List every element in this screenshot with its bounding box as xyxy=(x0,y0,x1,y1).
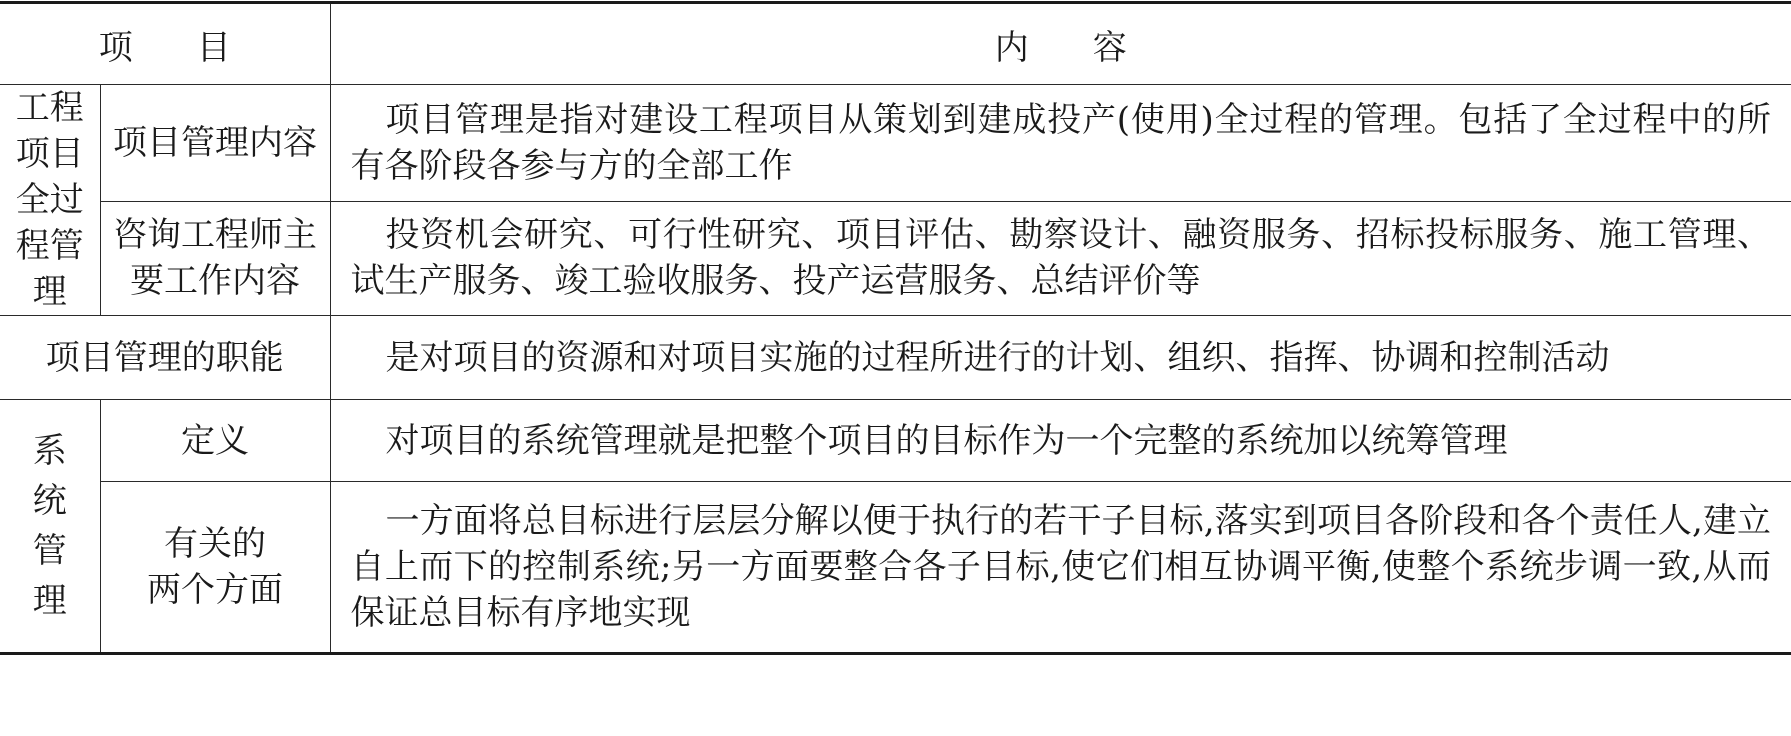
lifecycle-row-2-content-cell xyxy=(330,201,1791,316)
system-row-2-label xyxy=(101,521,330,613)
system-row-1-label-cell xyxy=(100,400,330,482)
system-row-2-content: 一方面将总目标进行层层分解以便于执行的若干子目标,落实到项目各阶段和各个责任人,建立自上而下的控制系统;另一方面要整合各子目标,使它们相互协调平衡,使整个系统步调一致,从而保证总目标有序地实现 xyxy=(350,501,1771,633)
lifecycle-row-1 xyxy=(0,85,1791,202)
lifecycle-category-cell xyxy=(0,85,100,316)
system-row-2-label-line-2: 两个方面 xyxy=(147,570,283,610)
system-row-2-label-cell xyxy=(100,482,330,654)
system-category-label: 系统管理 xyxy=(32,431,67,621)
header-item-cell xyxy=(0,3,330,85)
function-label-cell xyxy=(0,316,330,400)
system-row-1-content-cell xyxy=(330,400,1791,482)
lifecycle-row-1-content-cell xyxy=(330,85,1791,202)
header-item-label xyxy=(99,20,231,69)
system-category-cell xyxy=(0,400,100,654)
system-row-2 xyxy=(0,482,1791,654)
project-management-table xyxy=(0,1,1791,655)
system-row-1 xyxy=(0,400,1791,482)
lifecycle-row-1-label: 项目管理内容 xyxy=(113,122,317,163)
function-row xyxy=(0,316,1791,400)
function-label: 项目管理的职能 xyxy=(45,337,284,378)
lifecycle-row-2-label: 咨询工程师主要工作内容 xyxy=(113,215,317,302)
lifecycle-row-1-content: 项目管理是指对建设工程项目从策划到建成投产(使用)全过程的管理。包括了全过程中的所有各阶段各参与方的全部工作 xyxy=(350,99,1771,186)
header-row xyxy=(0,3,1791,85)
lifecycle-row-2-content: 投资机会研究、可行性研究、项目评估、勘察设计、融资服务、招标投标服务、施工管理、试生产服务、竣工验收服务、投产运营服务、总结评价等 xyxy=(350,215,1771,302)
header-content-char-1: 内 xyxy=(994,27,1029,68)
lifecycle-row-2 xyxy=(0,201,1791,316)
system-row-1-label: 定义 xyxy=(181,420,249,461)
system-row-2-content-cell xyxy=(330,482,1791,654)
header-item-char-2: 目 xyxy=(196,27,231,68)
header-content-label xyxy=(995,20,1127,69)
header-content-char-2: 容 xyxy=(1092,27,1127,68)
system-row-1-content: 对项目的系统管理就是把整个项目的目标作为一个完整的系统加以统筹管理 xyxy=(385,420,1508,461)
header-content-cell xyxy=(330,3,1791,85)
lifecycle-category-label: 工程项目全过程管理 xyxy=(15,88,84,312)
lifecycle-row-2-label-cell xyxy=(100,201,330,316)
header-item-char-1: 项 xyxy=(98,27,133,68)
system-row-2-label-line-1: 有关的 xyxy=(164,524,266,564)
lifecycle-row-1-label-cell xyxy=(100,85,330,202)
function-content: 是对项目的资源和对项目实施的过程所进行的计划、组织、指挥、协调和控制活动 xyxy=(385,337,1610,378)
function-content-cell xyxy=(330,316,1791,400)
